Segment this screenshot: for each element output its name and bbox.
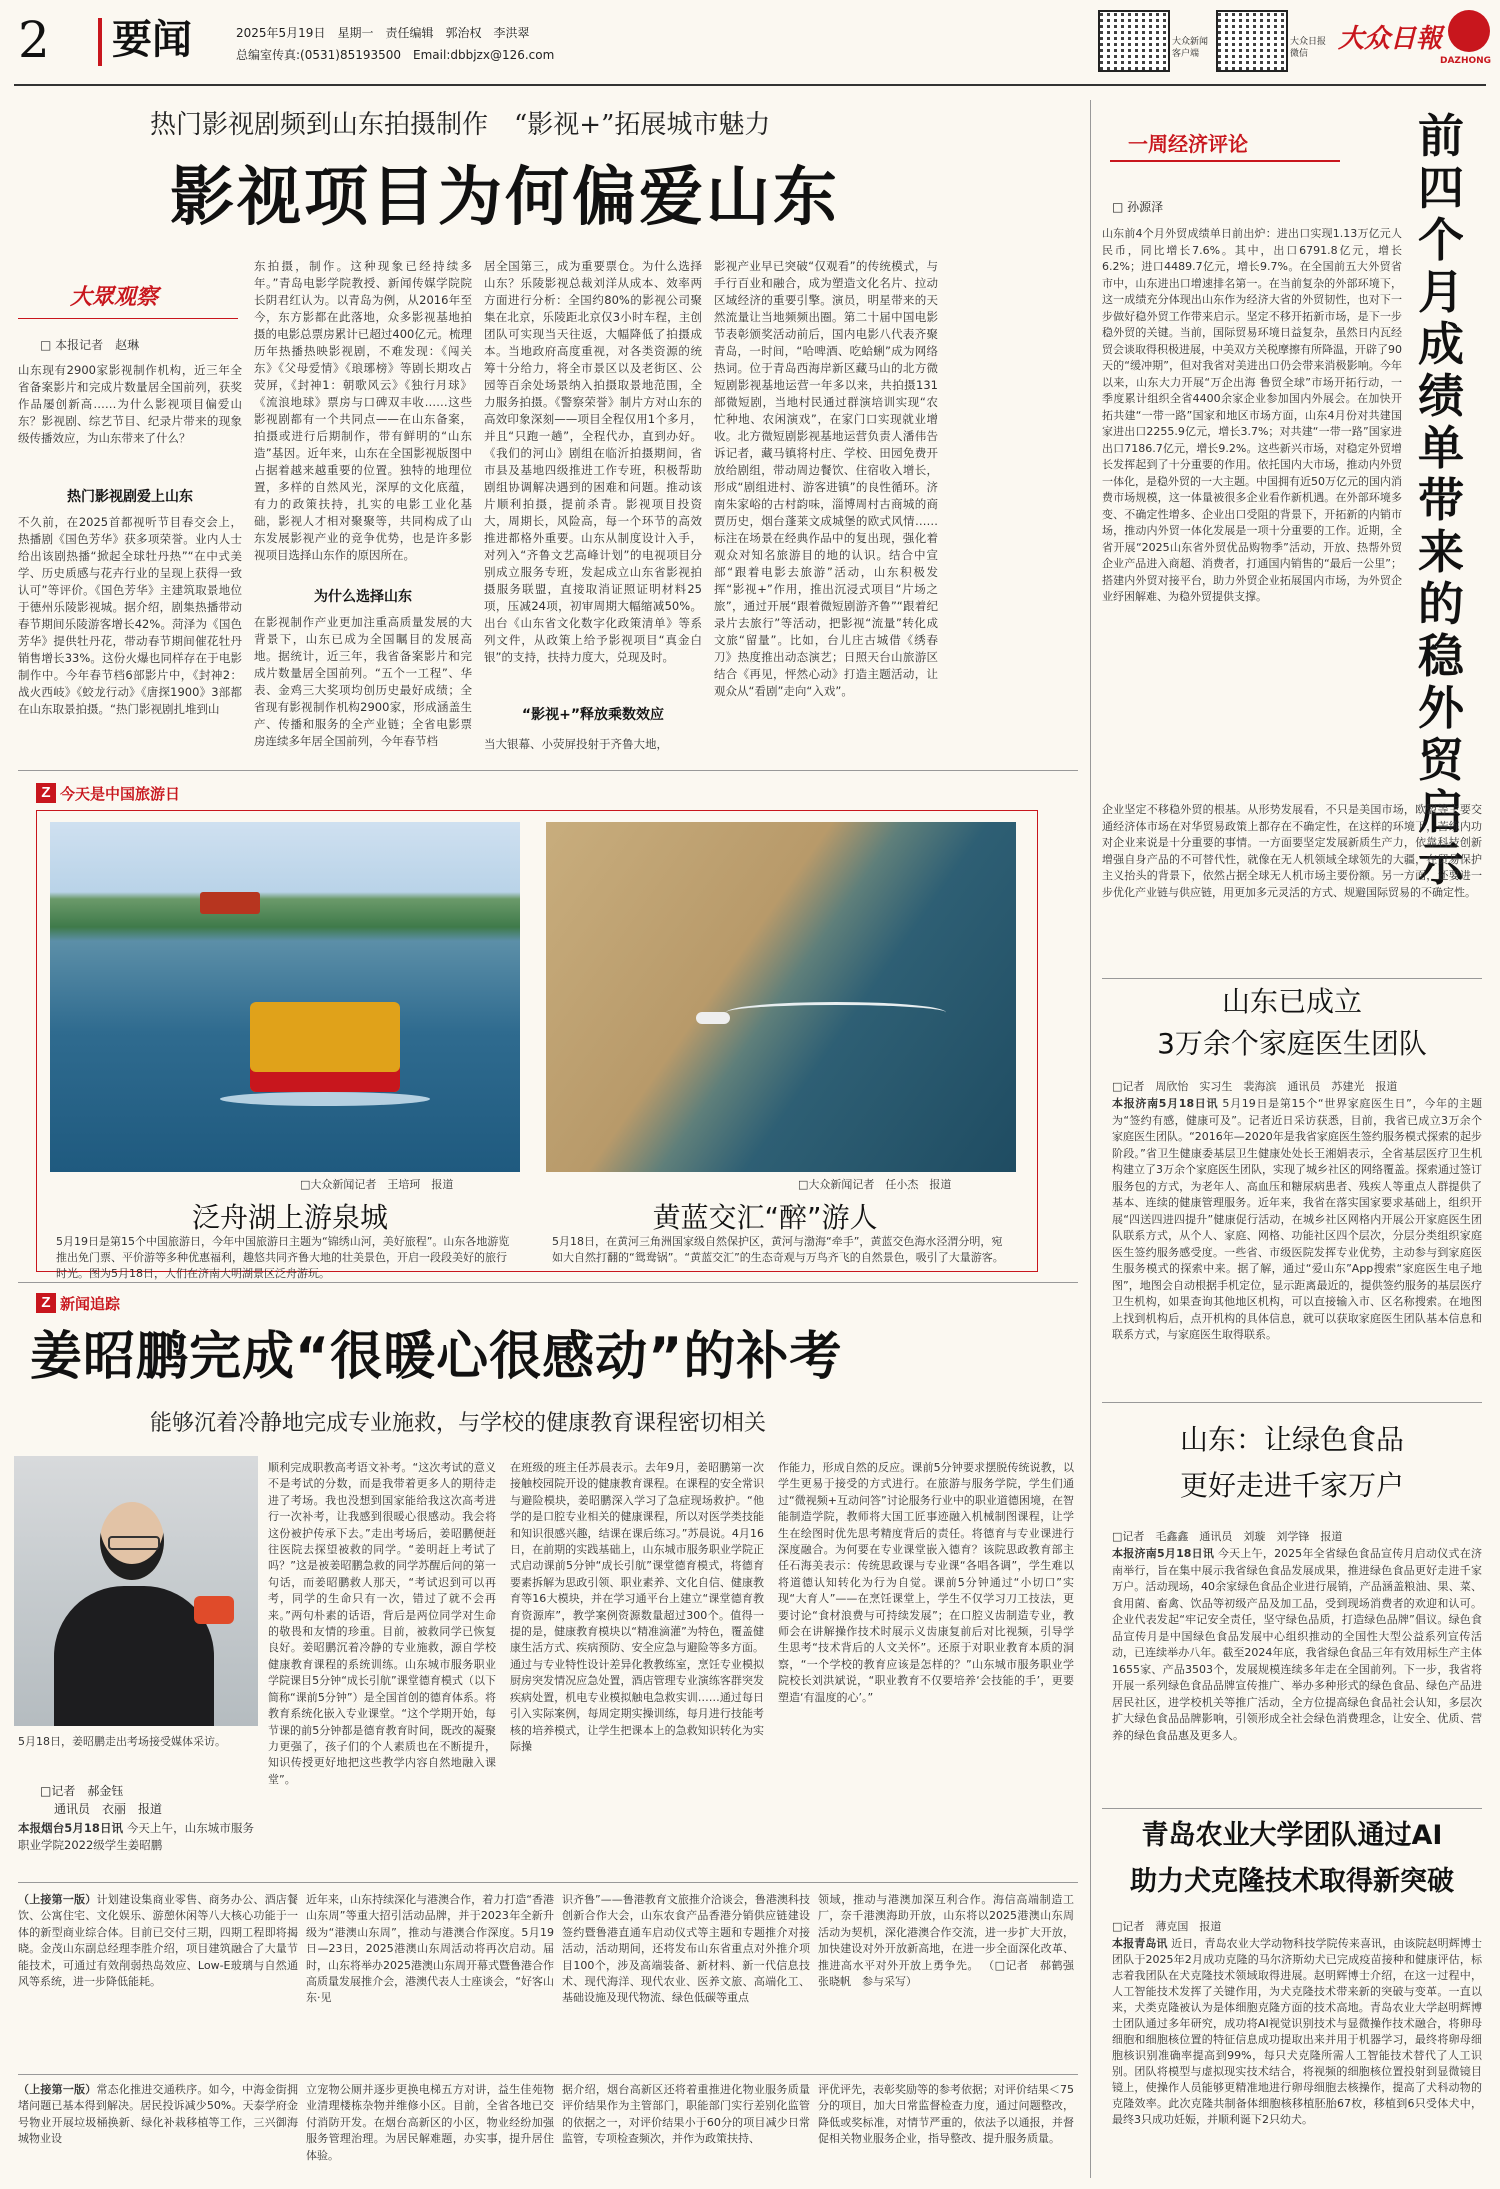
qr2-label: 大众日报微信 [1290, 37, 1327, 59]
masthead-divider [98, 18, 102, 66]
weekly-label-rule [1110, 160, 1340, 162]
lead-intro: 山东现有2900家影视制作机构，近三年全省备案影片和完成片数量居全国前列，获奖作品屡创新高……为什么影视项目偏爱山东？影视剧、综艺节目、纪录片带来的现象级传播效应，为山东带来了什么？ [18, 363, 242, 445]
tracking-tag [36, 1292, 120, 1314]
weekly-headline: 前四个月成绩单带来的稳外贸启示 [1418, 109, 1464, 891]
lead-headline: 影视项目为何偏爱山东 [170, 161, 840, 235]
newspaper-logo: 大众日報 [1338, 24, 1443, 54]
continued-h: 评优评先，表彰奖励等的参考依据；对评价结果＜75分的项目，加大日常监督检查力度，通过问题整改，降低或奖标准，对情节严重的，依法予以通报，并督促相关物业服务企业，指导整改、提升服务质量。 [818, 2083, 1074, 2146]
speedboat-wake [726, 1002, 946, 1023]
continued-c: 识齐鲁”——鲁港教育文旅推介洽谈会，鲁港澳科技创新合作大会，山东农食产品香港分销供应链建设签约暨鲁港直通车启动仪式等主题和专题推介对接活动，活动期间，还将发布山东省重点对外推介项目100个，涉及高端装备、新材料、新一代信息技术、现代海洋、现代农业、医养文旅、高端化工、基础设施及现代物流、绿色低碳等重点 [562, 1893, 810, 2005]
lead-column-1: 不久前，在2025首都视听节目春交会上，热播剧《国色芳华》获多项荣誉。业内人士给出该剧热播“掀起全球牡丹热”“在中式美学、历史质感与花卉行业的呈现上获得一致认可”等评价。《国色芳华》主建筑取景地位于德州乐陵影视城。据介绍，剧集热播带动春节期间乐陵游客增长42%。菏泽为《国色芳华》提供牡丹花，带动春节期间催花牡丹销售增长33%。这份火爆也同样存在于电影制作中。今年春节档6部影片中，《封神2：战火西岐》《蛟龙行动》《唐探1900》3部都在山东取景拍摄。“热门影视剧扎堆到山 [18, 515, 242, 716]
continued-a-text: 计划建设集商业零售、商务办公、酒店餐饮、公寓住宅、文化娱乐、游憩休闲等八大核心功能于一体的新型商业综合体。目前已交付三期，四期工程即将揭晓。金茂山东副总经理李胜介绍，项目建筑融合了大量节能技术，可通过有效削弱热岛效应、Low-E玻璃与自然通风等系统，进一步降低能耗。 [18, 1893, 299, 1989]
tracking-photo-caption: 5月18日，姜昭鹏走出考场接受媒体采访。 [18, 1735, 226, 1748]
doctors-headline-2: 3万余个家庭医生团队 [1157, 1027, 1427, 1060]
right-column-divider [1090, 100, 1091, 2178]
doctors-byline: □记者 周欣怡 实习生 裴海滨 通讯员 苏建光 报道 [1112, 1080, 1398, 1093]
lead-byline: □ 本报记者 赵琳 [40, 338, 140, 352]
z-badge-icon: Z [36, 783, 56, 803]
continued-d-text: 领域，推动与港澳加深互利合作。海信高端制造工厂，奈千港澳海助开放，山东将以2025港澳山东周活动为契机，深化港澳合作交流，进一步扩大开放，加快建设对外开放新高地，在进一步全面深化改革、推进高水平对外开放上勇争先。 [818, 1893, 1074, 1972]
photo1-credit: □大众新闻记者 王培珂 报道 [300, 1178, 454, 1191]
continued-mid-rule [18, 2074, 1078, 2075]
photo2-credit: □大众新闻记者 任小杰 报道 [798, 1178, 952, 1191]
photo-yellow-river-delta [546, 822, 1016, 1172]
continued-e [18, 2082, 298, 2182]
boat-wake [220, 1092, 430, 1106]
continued-d-byline: （□记者 郝鹤强 张晓帆 参与采写） [818, 1958, 1086, 1989]
photo-daming-lake [50, 822, 520, 1172]
z-badge-icon-2: Z [36, 1293, 56, 1313]
tracking-col2: 顺利完成职教高考语文补考。“这次考试的意义不是考试的分数，而是我带着更多人的期待走进了考场。我也没想到国家能给我这次高考进行一次补考，让我感到很暖心很感动。我会将这份被护传承下去。”走出考场后，姜昭鹏便赶往医院去探望被救的同学。“姜明赶上考试了吗？”这是被姜昭鹏急救的同学苏醒后问的第一句话，而姜昭鹏救人那天，“考试迟到可以再考，同学的生命只有一次，错过了就不会再来。”两句朴素的话语，背后是两位同学对生命的敬畏和友情的珍重。目前，被救同学已恢复良好。姜昭鹏沉着冷静的专业施救，源自学校健康教育课程的系统训练。山东城市服务职业学院课目5分钟“成长引航”课堂德育模式（以下简称“课前5分钟”）是全国首创的德育体系。将教育系统化嵌入专业课堂。“这个学期开始，每节课的前5分钟都是德育教育时间，既改的凝聚力更强了，孩子们的个人素质也在不断提升，知识传授更好地把这些教学内容自然地融入课堂”。 [268, 1461, 496, 1786]
food-headline-1: 山东：让绿色食品 [1179, 1423, 1404, 1456]
tour-tag-text: 今天是中国旅游日 [60, 784, 181, 803]
continued-a-label: （上接第一版） [18, 1893, 97, 1906]
tracking-headline: 姜昭鹏完成“很暖心很感动”的补考 [30, 1327, 843, 1387]
photo2-caption: 5月18日，在黄河三角洲国家级自然保护区，黄河与渤海“牵手”，黄蓝交色海水泾渭分明，宛如大自然打翻的“鸳鸯锅”。“黄蓝交汇”的生态奇观与万鸟齐飞的自然景色，吸引了大量游客。 [552, 1235, 1004, 1264]
doctors-body [1112, 1096, 1482, 1396]
ai-byline: □记者 薄克国 报道 [1112, 1920, 1222, 1933]
tracking-tag-text: 新闻追踪 [60, 1294, 121, 1313]
lead-column-2a: 东拍摄，制作。这种现象已经持续多年。”青岛电影学院教授、新闻传媒学院院长阴君红认为。以青岛为例，从2016年至今，东方影都在此落地，众多影视基地拍摄的电影总票房累计已超过400亿元。梳理历年热播热映影视剧，不难发现：《闯关东》《父母爱情》《琅琊榜》等剧长期攻占荧屏，《封神1：朝歌风云》《独行月球》《流浪地球》票房与口碑双丰收……这些影视剧都有一个共同点——在山东备案，拍摄或进行后期制作，带有鲜明的“山东造”基因。近年来，山东在全国影视版图中占据着越来越重要的位置。独特的地理位置，多样的自然风光，深厚的文化底蕴，有力的政策扶持，扎实的电影工业化基础，影视人才相对聚聚等，共同构成了山东发展影视产业的竞争优势，也是许多影视项目选择山东作的原因所在。 [254, 259, 472, 562]
fax-line: 总编室传真:(0531)85193500 Email:dbbjzx@126.com [236, 48, 555, 62]
person-body [54, 1586, 214, 1726]
doctors-headline-1: 山东已成立 [1221, 985, 1362, 1018]
tracking-dateline: 本报烟台5月18日讯 [18, 1821, 124, 1835]
tour-tag [36, 782, 180, 804]
photo2-title: 黄蓝交汇“醉”游人 [652, 1201, 878, 1234]
tracking-col4: 作能力，形成自然的反应。课前5分钟要求摆脱传统说教，以学生更易于接受的方式进行。在旅游与服务学院，学生们通过“微视频+互动问答”讨论服务行业中的职业道德困境，在智能制造学院，教师将大国工匠事迹融入机械制图课程，让学生在绘图时优先思考精度背后的责任。将德育与专业课进行深度融合。为何要在专业课堂嵌入德育？该院思政教育部主任石海美表示：传统思政课与专业课“各唱各调”，学生难以将道德认知转化为行为自觉。课前5分钟通过“小切口”实现“大育人”——在烹饪课堂上，学生不仅学习刀工技法，更要讨论“食材浪费与可持续发展”；在口腔义齿制造专业，教师会在讲解操作技术时展示义齿康复前后对比视频，引导学生思考“技术背后的人文关怀”。还原于对职业教育本质的洞察，“一个学校的教育应该是怎样的？”山东城市服务职业学院校长刘洪斌说，“职业教育不仅要培养‘会技能的手’，更要塑造‘有温度的心’。” [778, 1461, 1074, 1704]
tracking-col3: 在班级的班主任苏晨表示。去年9月，姜昭鹏第一次接触校园院开设的健康教育课程。在课程的安全常识与避险模块，姜昭鹏深入学习了急症现场救护。“他学的是口腔专业相关的健康课程，所以对医学类技能和知识很感兴趣，结课在课后练习。”苏晨说。4月16日，在前期的实践基础上，山东城市服务职业学院正式启动课前5分钟“成长引航”课堂德育模式，将德育要素拆解为思政引领、职业素养、文化自信、健康教育等16大模块，并在学习通平台上建立“课堂德育教育资源库”，教学案例资源数量超过300个。值得一提的是，健康教育模块以“精准滴灌”为特色，覆盖健康生活方式、疾病预防、安全应急与避险等多方面。通过与专业特性设计差异化教教练室，烹饪专业模拟厨房突发情况应急处置，酒店管理专业演练客群突发疾病处置，机电专业模拟触电急救实训……通过每日引入实际案例，每周定期实操训练，每月进行技能考核的培养模式，让学生把课本上的急救知识转化为实际操 [510, 1461, 764, 1753]
qr-code-news-app [1098, 10, 1170, 72]
continued-top-rule [18, 1882, 1078, 1883]
ai-body [1112, 1936, 1482, 2180]
microphone [194, 1596, 234, 1624]
doctors-dateline: 本报济南5月18日讯 [1112, 1097, 1219, 1110]
weekly-body-a: 山东前4个月外贸成绩单日前出炉：进出口实现1.13万亿元人民币，同比增长7.6%。其中，出口6791.8亿元，增长6.2%；进口4489.7亿元，增长9.7%。在全国前五大外贸省市中，山东进出口增速排名第一。在当前复杂的外部环境下，这一成绩充分体现出山东作为经济大省的外贸韧性，也对下一步做好稳外贸工作带来启示。坚定不移开拓新市场，是下一步稳外贸的关键。当前，国际贸易环境日益复杂，虽然日内瓦经贸会谈取得积极进展，中美双方关税摩擦有所降温，开辟了90天的“缓冲期”，但对我省对美进出口仍会带来消极影响。今年以来，山东大力开展“万企出海 鲁贸全球”市场开拓行动，一季度累计组织全省4400余家企业参加国内外展会。在加快开拓共建“一带一路”国家和地区市场方面，山东4月份对共建国家进出口2255.9亿元，增长3.7%；对共建“一带一路”国家进出口7186.7亿元，增长9.2%。这些新兴市场，对稳定外贸增长发挥起到了十分重要的作用。依托国内大市场，推动内外贸一体化，是稳外贸的一大主题。中国拥有近50万亿元的国内消费市场规模，这一体量被很多企业看作新机遇。在外部环境多变、不确定性增多、企业出口受阻的背景下，开拓新的内销市场，推动内外贸一体化发展是一项十分重要的工作。近期，全省开展“2025山东省外贸优品购物季”活动，开放、热帮外贸企业产品进入商超、消费者，打通国内销售的“最后一公里”；搭建内外贸对接平台，助力外贸企业拓展国内市场，为外贸企业纾困解难、为稳外贸提供支撑。 [1102, 227, 1402, 603]
weekly-label: 一周经济评论 [1128, 132, 1248, 156]
qr1-label: 大众新闻客户端 [1172, 37, 1209, 59]
column-logo-rule [18, 318, 238, 319]
tracking-col1-text: 今天上午，山东城市服务职业学院2022级学生姜昭鹏 [18, 1821, 255, 1852]
continued-a [18, 1892, 298, 2064]
lead-column-3a: 居全国第三，成为重要票仓。为什么选择山东？乐陵影视总裁刘洋从成本、效率两方面进行分析：全国约80%的影视公司聚集在北京，乐陵距北京仅3小时车程，主创团队可实现当天往返，大幅降低了拍摄成本。当地政府高度重视，对各类资源的统筹十分给力，将全市景区以及老街区、公园等百余处场景纳入拍摄取景地范围，全力服务拍摄。《警察荣誉》制片方对山东的高效印象深刻——项目全程仅用1个多月，并且“只跑一趟”，全程代办，直到办好。《我们的河山》剧组在临沂拍摄期间，省市县及基地四级推进工作专班，积极帮助剧组协调解决遇到的困难和问题。推动该片顺利拍摄，提前杀青。影视项目投资大，周期长，风险高，每一个环节的高效推进都格外重要。山东从制度设计入手，对列入“齐鲁文艺高峰计划”的电视项目分别成立服务专班，发起成立山东省影视拍摄服务联盟，直接取消证照证明材料25项，压减24项，初审周期大幅缩减50%。出台《山东省文化数字化政策清单》等系列文件，从政策上给予影视项目“真金白银”的支持，扶持力度大，兑现及时。 [484, 259, 702, 664]
ai-dateline: 本报青岛讯 [1112, 1937, 1168, 1950]
boat-yellow [250, 1002, 400, 1092]
ai-text: 近日，青岛农业大学动物科技学院传来喜讯，由该院赵明辉博士团队于2025年2月成功克隆的马尔济斯幼犬已完成疫苗接种和健康评估，标志着我团队在犬克隆技术领域取得进展。赵明辉博士介绍，在这一过程中，人工智能技术发挥了关键作用，为犬克隆技术带来新的突破与变革。一直以来，犬类克隆被认为是体细胞克隆方面的技术高地。青岛农业大学赵明辉博士团队通过多年研究，成功将AI视觉识别技术与显微操作技术融合，将卵母细胞和细胞核位置的特征信息成功提取出来并用于机器学习，最终将卵母细胞核识别准确率提高到99%，每只犬克隆所需人工智能技术替代了人工识别。团队将模型与虚拟现实技术结合，将视频的细胞核位置投射到显微镜目镜上，使操作人员能够更精准地进行卵母细胞去核操作，提高了犬科动物的克隆效率。此次克隆共制备体细胞核移植胚胎67枚，移植到6只受体犬中，最终3只成功妊娠，并顺利诞下2只幼犬。 [1112, 1937, 1483, 2126]
food-byline: □记者 毛鑫鑫 通讯员 刘璇 刘学锋 报道 [1112, 1530, 1343, 1543]
continued-b: 近年来，山东持续深化与港澳合作，着力打造“香港山东周”等重大招引活动品牌，并于2023年全新升级为“港澳山东周”，推动与港澳合作深度。5月19日—23日，2025港澳山东周活动将再次启动。届时，山东将举办2025港澳山东周开幕式暨鲁港合作高质量发展推介会，港澳代表人士座谈会，“好客山东·见 [306, 1893, 554, 2005]
logo-sub: DAZHONG [1440, 56, 1492, 66]
masthead-rule [14, 84, 1486, 86]
food-dateline: 本报济南5月18日讯 [1112, 1547, 1215, 1560]
lead-column-3b: 当大银幕、小荧屏投射于齐鲁大地， [484, 737, 668, 751]
logo-emblem-icon [1448, 10, 1490, 52]
page-number: 2 [18, 11, 50, 69]
lead-column-4: 影视产业早已突破“仅观看”的传统模式，与手行百业和融合，成为塑造文化名片、拉动区域经济的重要引擎。演员，明星带来的天然流量让当地频频出圈。第二十届中国电影节表彰颁奖活动前后，国内电影八代表齐聚青岛，一时间，“哈啤酒、吃蛤蜊”成为网络热词。位于青岛西海岸新区藏马山的北方微短剧影视基地运营一年多以来，共拍摄131部微短剧，当地村民通过群演培训实现“农忙种地、农闲演戏”，在家门口实现就业增收。北方微短剧影视基地运营负责人潘伟告诉记者，藏马镇将村庄、学校、田园免费开放给剧组，带动周边餐饮、住宿收入增长，形成“剧组进村、游客进镇”的良性循环。济南朱家峪的古村韵味，淄博周村古商城的商贾历史，烟台蓬莱文成城堡的欧式风情……标注在场景在经典作品中的复出现，强化着观众对知名旅游目的地的认识。结合中宣部“跟着电影去旅游”活动，山东积极发挥“影视+”作用，推出沉浸式项目“片场之旅”，通过开展“跟着微短剧游齐鲁”“跟着纪录片去旅行”等活动，把影视“流量”转化成文旅“留量”。比如，台儿庄古城借《绣春刀》热度推出动态演艺；日照天台山旅游区结合《再见，怦然心动》打造主题活动，让观众从“看剧”走向“入戏”。 [714, 259, 938, 698]
date-line: 2025年5月19日 星期一 责任编辑 郭治权 李洪翠 [236, 26, 530, 40]
masthead [0, 0, 1500, 78]
speedboat [696, 1012, 730, 1024]
ai-top-rule [1102, 1808, 1482, 1809]
food-headline-2: 更好走进千家万户 [1179, 1469, 1404, 1502]
doctors-top-rule [1102, 978, 1482, 979]
lead-kicker: 热门影视剧频到山东拍摄制作 “影视+”拓展城市魅力 [150, 110, 771, 140]
continued-e-text: 常态化推进交通秩序。如今，中海金街拥堵问题已基本得到解决。居民投诉减少50%。天泰学府金号物业开展垃圾桶换新、绿化补栽移植等工作，三兴御海城物业设 [18, 2083, 299, 2146]
section-title: 要闻 [112, 17, 192, 63]
tracking-top-rule [18, 1282, 1078, 1283]
tracking-col1 [18, 1820, 254, 1874]
food-top-rule [1102, 1402, 1482, 1403]
tracking-byline-1: □记者 郝金钰 [40, 1784, 124, 1798]
column-logo: 大眾观察 [70, 284, 159, 310]
lead-subhead-3: “影视+”释放乘数效应 [521, 707, 665, 723]
photo1-caption: 5月19日是第15个中国旅游日，今年中国旅游日主题为“锦绣山河，美好旅程”。山东各地游览推出免门票、平价游等多种优惠福利，趣悠共同齐鲁大地的壮美景色，开启一段段美好的旅行时光。图为5月18日，人们在济南大明湖景区泛舟游玩。 [56, 1235, 510, 1280]
tour-top-rule [18, 770, 1078, 771]
photo1-title: 泛舟湖上游泉城 [191, 1201, 388, 1234]
continued-g: 据介绍，烟台高新区还将着重推进化物业服务质量评价结果作为主管部门，职能部门实行差别化监管的依据之一，对评价结果小于60分的项目减少日常监管，专项检查频次，并作为政策扶持、 [562, 2083, 810, 2146]
weekly-body-b: 企业坚定不移稳外贸的根基。从形势发展看，不只是美国市场，欧盟等主要交通经济体市场在对华贸易政策上都存在不确定性，在这样的环境下，苦练内功对企业来说是十分重要的事情。一方面要坚定发展新质生产力，依靠科技创新增强自身产品的不可替代性，就像在无人机领域全球领先的大疆，在贸易保护主义抬头的背景下，依然占据全球无人机市场主要份额。另一方面，还要进一步优化产业链与供应链，用更加多元灵活的方式、规避国际贸易的不确定性。 [1102, 803, 1482, 899]
ai-headline-1: 青岛农业大学团队通过AI [1141, 1820, 1443, 1851]
lead-subhead-2: 为什么选择山东 [314, 589, 412, 605]
continued-d [818, 1892, 1086, 2064]
tracking-byline-2: 通讯员 衣丽 报道 [54, 1802, 163, 1816]
person-glasses [108, 1536, 160, 1550]
doctors-text: 5月19日是第15个“世界家庭医生日”，今年的主题为“签约有感，健康可及”。记者近日采访获悉，目前，我省已成立3万余个家庭医生团队。“2016年—2020年是我省家庭医生签约服务模式探索的起步阶段。”省卫生健康委基层卫生健康处处长王湘娟表示，全省基层医疗卫生机构建立了3万余个家庭医生团队，实现了城乡社区的网络覆盖。探索通过签订服务包的方式，为老年人、高血压和糖尿病患者、残疾人等重点人群提供了基本、连续的健康管理服务。近年来，我省在落实国家要求基础上，组织开展“四送四进四提升”健康促行活动，在城乡社区网格内开展公开家庭医生团队联系方式，从个人、家庭、网格、功能社区四个层次，分层分类组织家庭医生签约服务感受度。一些省、市级医院发挥专业优势，主动参与到家庭医生服务模式的探索中来。据了解，通过“爱山东”App搜索“家庭医生电子地图”，地图会自动根据手机定位，显示距离最近的，提供签约服务的基层医疗卫生机构，如果查询其他地区机构，可以直接输入市、区名称搜索。在地图上找到机构后，点开机构的具体信息，就可以获取家庭医生团队基本信息和联系方式，与家庭医生取得联系。 [1112, 1097, 1483, 1341]
lead-subhead-1: 热门影视剧爱上山东 [67, 489, 193, 505]
lead-column-2b: 在影视制作产业更加注重高质量发展的大背景下，山东已成为全国瞩目的发展高地。据统计，近三年，我省备案影片和完成片数量居全国前列。“五个一工程”、华表、金鸡三大奖项均创历史最好成绩；全省现有影视制作机构2900家，形成涵盖生产、传播和服务的全产业链；全省电影票房连续多年居全国前列，今年春节档 [254, 615, 472, 748]
tracking-subheadline: 能够沉着冷静地完成专业施救，与学校的健康教育课程密切相关 [150, 1411, 767, 1436]
weekly-byline: □ 孙源泽 [1112, 200, 1164, 214]
continued-e-label: （上接第一版） [18, 2083, 97, 2096]
food-text: 今天上午，2025年全省绿色食品宣传月启动仪式在济南举行，旨在集中展示我省绿色食品发展成果，推进绿色食品更好走进千家万户。活动现场，40余家绿色食品企业进行展销，产品涵盖粮油、果、菜、食用菌、畜禽、饮品等初级产品及加工品，受到现场消费者的欢迎和认可。企业代表发起“牢记安全责任，坚守绿色品质，打造绿色品牌”倡议。绿色食品宣传月是中国绿色食品发展中心组织推动的全国性大型公益系列宣传活动，已连续举办八年。截至2024年底，我省绿色食品三年有效用标生产主体1655家、产品3503个，发展规模连续多年走在全国前列。下一步，我省将开展一系列绿色食品品牌宣传推广、举办多种形式的绿色食品、绿色产品进居民社区，进学校机关等推广活动，全方位提高绿色食品社会认知，多层次扩大绿色食品品牌影响，引领形成全社会绿色消费理念，让安全、优质、营养的绿色食品惠及更多人。 [1112, 1547, 1483, 1742]
boat-red [200, 892, 260, 914]
food-body [1112, 1546, 1482, 1800]
ai-headline-2: 助力犬克隆技术取得新突破 [1130, 1866, 1454, 1897]
photo-jiang-zhaopeng [14, 1456, 258, 1726]
continued-f: 立宠物公厕并逐步更换电梯五方对讲，益生佳苑物业清理楼栋杂物并维修小区。目前，全省各地已交付消防开发。在烟台高新区的小区，物业经纷加强服务管理治理。为居民解难题，办实事，提升居住体验。 [306, 2083, 554, 2162]
qr-code-wechat [1216, 10, 1288, 72]
